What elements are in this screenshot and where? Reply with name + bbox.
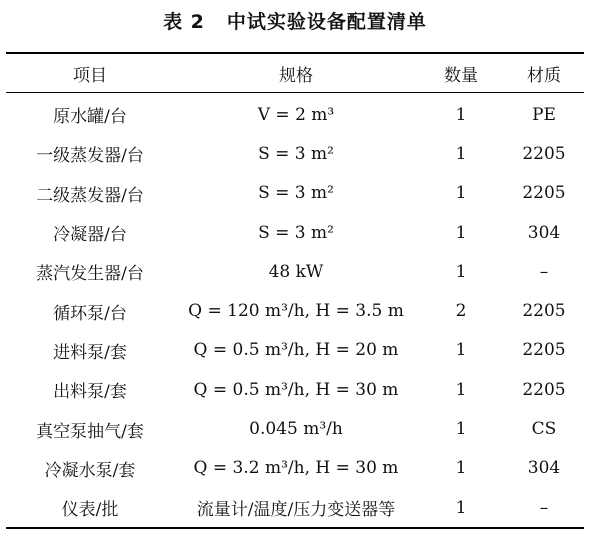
- cell-qty: 1: [455, 497, 467, 518]
- cell-material: 2205: [522, 143, 566, 164]
- header-item: 项目: [73, 65, 107, 86]
- table-title: 中试实验设备配置清单: [226, 11, 427, 33]
- cell-spec: Q = 3.2 m³/h, H = 30 m: [193, 458, 399, 479]
- cell-qty: 1: [455, 143, 467, 164]
- bottom-rule: [6, 527, 584, 529]
- cell-spec: S = 3 m²: [258, 143, 334, 164]
- table-row: [6, 174, 584, 213]
- cell-qty: 1: [455, 458, 467, 479]
- cell-item: 冷凝水泵/套: [44, 460, 136, 481]
- table-body: [6, 93, 584, 527]
- table-header-row: [6, 54, 584, 92]
- cell-spec: S = 3 m²: [258, 183, 334, 204]
- table-row: [6, 252, 584, 291]
- cell-item: 真空泵抽气/套: [36, 421, 144, 442]
- cell-item: 进料泵/套: [53, 342, 127, 363]
- cell-item: 原水罐/台: [53, 107, 127, 128]
- cell-qty: 1: [455, 261, 467, 282]
- table-row: [6, 370, 584, 409]
- cell-spec: Q = 120 m³/h, H = 3.5 m: [188, 301, 404, 322]
- cell-spec: S = 3 m²: [258, 222, 334, 243]
- cell-spec: Q = 0.5 m³/h, H = 30 m: [193, 379, 399, 400]
- cell-item: 一级蒸发器/台: [36, 146, 144, 167]
- cell-qty: 1: [455, 419, 467, 440]
- cell-material: 2205: [522, 340, 566, 361]
- cell-spec: V = 2 m³: [257, 104, 335, 125]
- equipment-table: [6, 52, 584, 529]
- cell-material: 304: [527, 222, 561, 243]
- cell-item: 循环泵/台: [53, 303, 127, 324]
- table-caption: [0, 10, 590, 34]
- table-row: [6, 409, 584, 448]
- cell-material: –: [539, 497, 549, 518]
- cell-item: 冷凝器/台: [53, 225, 127, 246]
- cell-spec: 0.045 m³/h: [249, 419, 343, 440]
- header-qty: 数量: [444, 65, 478, 86]
- cell-item: 二级蒸发器/台: [36, 185, 144, 206]
- cell-qty: 1: [455, 104, 467, 125]
- table-row: [6, 95, 584, 134]
- header-material: 材质: [527, 65, 561, 86]
- cell-spec: Q = 0.5 m³/h, H = 20 m: [193, 340, 399, 361]
- cell-qty: 1: [455, 379, 467, 400]
- cell-qty: 1: [455, 340, 467, 361]
- table-row: [6, 213, 584, 252]
- cell-material: 2205: [522, 379, 566, 400]
- cell-spec: 流量计/温度/压力变送器等: [196, 500, 396, 521]
- cell-material: 2205: [522, 301, 566, 322]
- table-row: [6, 449, 584, 488]
- cell-material: 304: [527, 458, 561, 479]
- table-row: [6, 291, 584, 330]
- cell-spec: 48 kW: [268, 261, 324, 282]
- cell-material: PE: [532, 104, 556, 125]
- cell-qty: 1: [455, 183, 467, 204]
- cell-item: 蒸汽发生器/台: [36, 264, 144, 285]
- cell-qty: 2: [455, 301, 467, 322]
- table-row: [6, 488, 584, 527]
- cell-material: CS: [531, 419, 557, 440]
- cell-material: –: [539, 261, 549, 282]
- cell-item: 出料泵/套: [53, 382, 127, 403]
- table-number: 表 2: [163, 11, 205, 33]
- header-spec: 规格: [279, 65, 313, 86]
- table-row: [6, 331, 584, 370]
- table-row: [6, 134, 584, 173]
- cell-item: 仪表/批: [61, 500, 119, 521]
- cell-qty: 1: [455, 222, 467, 243]
- cell-material: 2205: [522, 183, 566, 204]
